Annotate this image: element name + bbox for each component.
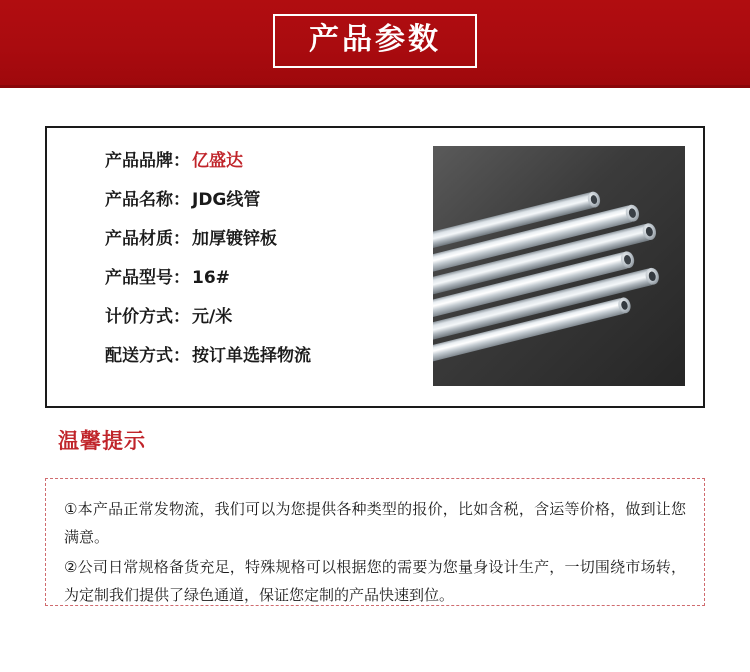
spec-label: 产品品牌 bbox=[105, 151, 173, 171]
spec-row bbox=[105, 189, 399, 211]
spec-separator: ： bbox=[173, 190, 190, 210]
spec-value: 元/米 bbox=[192, 307, 233, 327]
spec-separator: ： bbox=[173, 229, 190, 249]
spec-separator: ： bbox=[173, 268, 190, 288]
spec-row bbox=[105, 306, 399, 328]
spec-panel bbox=[45, 126, 705, 408]
spec-label: 配送方式 bbox=[105, 346, 173, 366]
spec-label: 产品型号 bbox=[105, 268, 173, 288]
product-photo-wrap bbox=[399, 128, 703, 406]
spec-value: 按订单选择物流 bbox=[192, 346, 311, 366]
spec-row bbox=[105, 150, 399, 172]
spec-separator: ： bbox=[173, 346, 190, 366]
spec-label: 计价方式 bbox=[105, 307, 173, 327]
tips-box bbox=[45, 478, 705, 606]
spec-label: 产品名称 bbox=[105, 190, 173, 210]
spec-row bbox=[105, 345, 399, 367]
tip-line: ①本产品正常发物流，我们可以为您提供各种类型的报价，比如含税，含运等价格，做到让您满意。 bbox=[64, 500, 686, 546]
spec-label: 产品材质 bbox=[105, 229, 173, 249]
spec-separator: ： bbox=[173, 151, 190, 171]
spec-value: 16# bbox=[192, 268, 230, 288]
product-photo-illustration bbox=[433, 146, 685, 386]
header-title-frame bbox=[273, 14, 477, 68]
page-title: 产品参数 bbox=[309, 22, 441, 57]
spec-value: 加厚镀锌板 bbox=[192, 229, 277, 249]
spec-panel-inner bbox=[47, 128, 703, 406]
spec-value: 亿盛达 bbox=[192, 151, 243, 171]
header-banner bbox=[0, 0, 750, 88]
footer-spacer bbox=[0, 650, 750, 672]
spec-row bbox=[105, 267, 399, 289]
spec-list bbox=[47, 128, 399, 406]
spec-row bbox=[105, 228, 399, 250]
tips-title: 温馨提示 bbox=[58, 429, 146, 453]
spec-value: JDG线管 bbox=[192, 190, 261, 210]
product-photo bbox=[433, 146, 685, 386]
spec-separator: ： bbox=[173, 307, 190, 327]
tip-line: ②公司日常规格备货充足，特殊规格可以根据您的需要为您量身设计生产，一切围绕市场转，为定制我们提供了绿色通道，保证您定制的产品快速到位。 bbox=[64, 558, 686, 604]
